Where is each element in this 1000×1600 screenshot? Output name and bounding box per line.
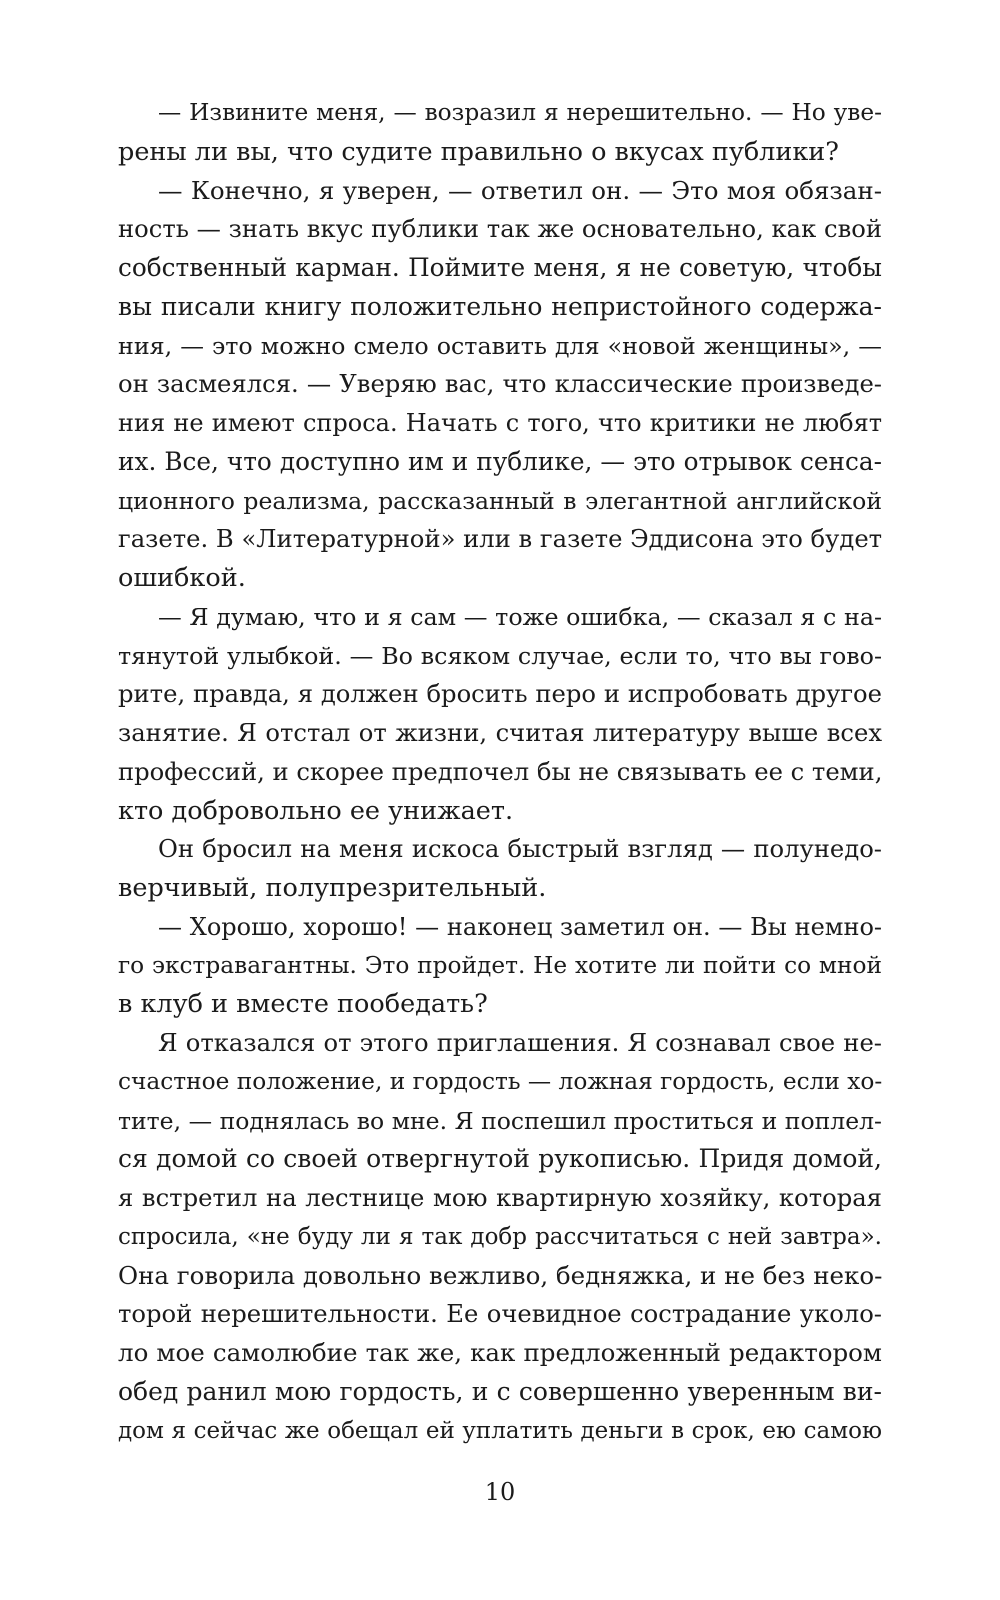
body-text <box>118 94 882 1450</box>
text-line: — Извините меня, — возразил я нерешительно. — Но уве- <box>158 99 882 126</box>
text-line: тите, — поднялась во мне. Я поспешил проститься и поплел- <box>118 1106 882 1135</box>
page-number: 10 <box>484 1478 516 1506</box>
text-line: счастное положение, и гордость — ложная гордость, если хо- <box>118 1067 883 1095</box>
text-line: — Конечно, я уверен, — ответил он. — Это моя обязан- <box>158 175 882 205</box>
text-line: — Я думаю, что и я сам — тоже ошибка, — сказал я с на- <box>158 602 882 631</box>
text-line: их. Все, что доступно им и публике, — это отрывок сенса- <box>118 446 882 476</box>
text-line: тянутой улыбкой. — Во всяком случае, если то, что вы гово- <box>118 641 882 670</box>
text-line: рены ли вы, что судите правильно о вкусах публики? <box>118 136 839 167</box>
text-line: Я отказался от этого приглашения. Я сознавал свое не- <box>158 1028 882 1057</box>
text-line: кто добровольно ее унижает. <box>118 795 514 826</box>
text-line: ность — знать вкус публики так же основательно, как свой <box>118 214 882 244</box>
text-line: рите, правда, я должен бросить перо и испробовать другое <box>118 679 882 709</box>
text-line: — Хорошо, хорошо! — наконец заметил он. — Вы немно- <box>158 912 882 941</box>
text-line: ся домой со своей отвергнутой рукописью. Придя домой, <box>118 1144 882 1174</box>
text-line: ционного реализма, рассказанный в элегантной английской <box>118 486 882 515</box>
text-line: занятие. Я отстал от жизни, считая литературу выше всех <box>118 718 882 747</box>
text-line: спросила, «не буду ли я так добр рассчитаться с ней завтра». <box>118 1223 882 1250</box>
text-line: собственный карман. Поймите меня, я не советую, чтобы <box>118 253 882 282</box>
text-line: верчивый, полупрезрительный. <box>118 873 547 903</box>
text-line: Она говорила довольно вежливо, бедняжка, и не без неко- <box>118 1260 883 1290</box>
text-line: Он бросил на меня искоса быстрый взгляд — полунедо- <box>158 834 882 864</box>
text-line: ло мое самолюбие так же, как предложенный редактором <box>118 1338 882 1367</box>
text-line: дом я сейчас же обещал ей уплатить деньги в срок, ею самою <box>118 1417 882 1444</box>
text-line: вы писали книгу положительно непристойного содержа- <box>118 291 882 321</box>
text-line: он засмеялся. — Уверяю вас, что классические произведе- <box>118 369 882 399</box>
text-line: профессий, и скорее предпочел бы не связывать ее с теми, <box>118 756 883 786</box>
text-line: обед ранил мою гордость, и с совершенно уверенным ви- <box>118 1376 882 1406</box>
text-line: ния не имеют спроса. Начать с того, что критики не любят <box>118 409 882 437</box>
text-line: торой нерешительности. Ее очевидное сострадание уколо- <box>118 1299 882 1329</box>
text-line: ошибкой. <box>118 563 246 593</box>
text-line: го экстравагантны. Это пройдет. Не хотите ли пойти со мной <box>118 951 882 979</box>
text-line: ния, — это можно смело оставить для «новой женщины», — <box>118 331 882 360</box>
text-line: газете. В «Литературной» или в газете Эддисона это будет <box>118 524 883 554</box>
text-line: в клуб и вместе пообедать? <box>118 989 488 1020</box>
text-line: я встретил на лестнице мою квартирную хозяйку, которая <box>118 1183 882 1212</box>
